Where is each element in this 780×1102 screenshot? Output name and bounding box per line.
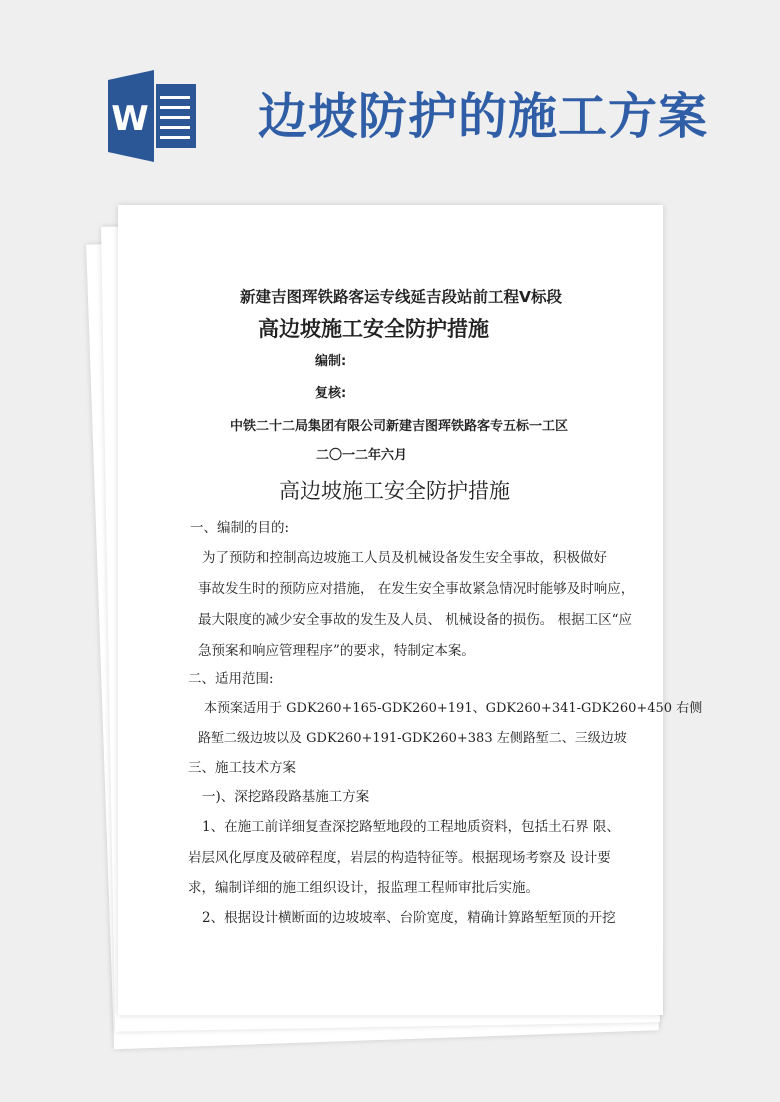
body-heading: 高边坡施工安全防护措施: [279, 479, 510, 503]
cover-date: 二〇一二年六月: [316, 448, 408, 463]
paragraph-line: 1、在施工前详细复查深挖路堑地段的工程地质资料，包括土石界 限、: [202, 819, 620, 835]
section-heading: 三、施工技术方案: [188, 760, 296, 776]
paragraph-line: 求，编制详细的施工组织设计，报监理工程师审批后实施。: [188, 880, 539, 896]
cover-org: 中铁二十二局集团有限公司新建吉图珲铁路客专五标一工区: [230, 419, 569, 434]
paragraph-line: 急预案和响应管理程序”的要求，特制定本案。: [198, 643, 475, 659]
paragraph-line: 2、根据设计横断面的边坡坡率、台阶宽度，精确计算路堑堑顶的开挖: [202, 910, 616, 926]
paragraph-line: 事故发生时的预防应对措施， 在发生安全事故紧急情况时能够及时响应，: [198, 581, 635, 597]
svg-text:W: W: [111, 99, 149, 139]
paragraph-line: 最大限度的减少安全事故的发生及人员、 机械设备的损伤。 根据工区“应: [198, 612, 632, 628]
cover-compiled: 编制:: [315, 354, 347, 369]
cover-title: 高边坡施工安全防护措施: [258, 317, 489, 341]
banner-title: 边坡防护的施工方案: [258, 87, 709, 145]
paragraph-line: 岩层风化厚度及破碎程度，岩层的构造特征等。根据现场考察及 设计要: [188, 850, 611, 866]
cover-project: 新建吉图珲铁路客运专线延吉段站前工程Ⅴ标段: [240, 288, 562, 306]
subsection-heading: 一)、深挖路段路基施工方案: [202, 789, 370, 805]
paragraph-line: 为了预防和控制高边坡施工人员及机械设备发生安全事故，积极做好: [202, 550, 607, 566]
section-heading: 一、编制的目的:: [190, 520, 290, 536]
paragraph-line: 路堑二级边坡以及 GDK260+191-GDK260+383 左侧路堑二、三级边坡: [198, 731, 627, 746]
paragraph-line: 本预案适用于 GDK260+165-GDK260+191、GDK260+341-GDK260+450 右侧: [204, 701, 703, 716]
cover-reviewed: 复核:: [315, 386, 347, 401]
document-page: [118, 205, 703, 1015]
word-logo-icon: [108, 68, 208, 164]
section-heading: 二、适用范围:: [188, 671, 274, 687]
